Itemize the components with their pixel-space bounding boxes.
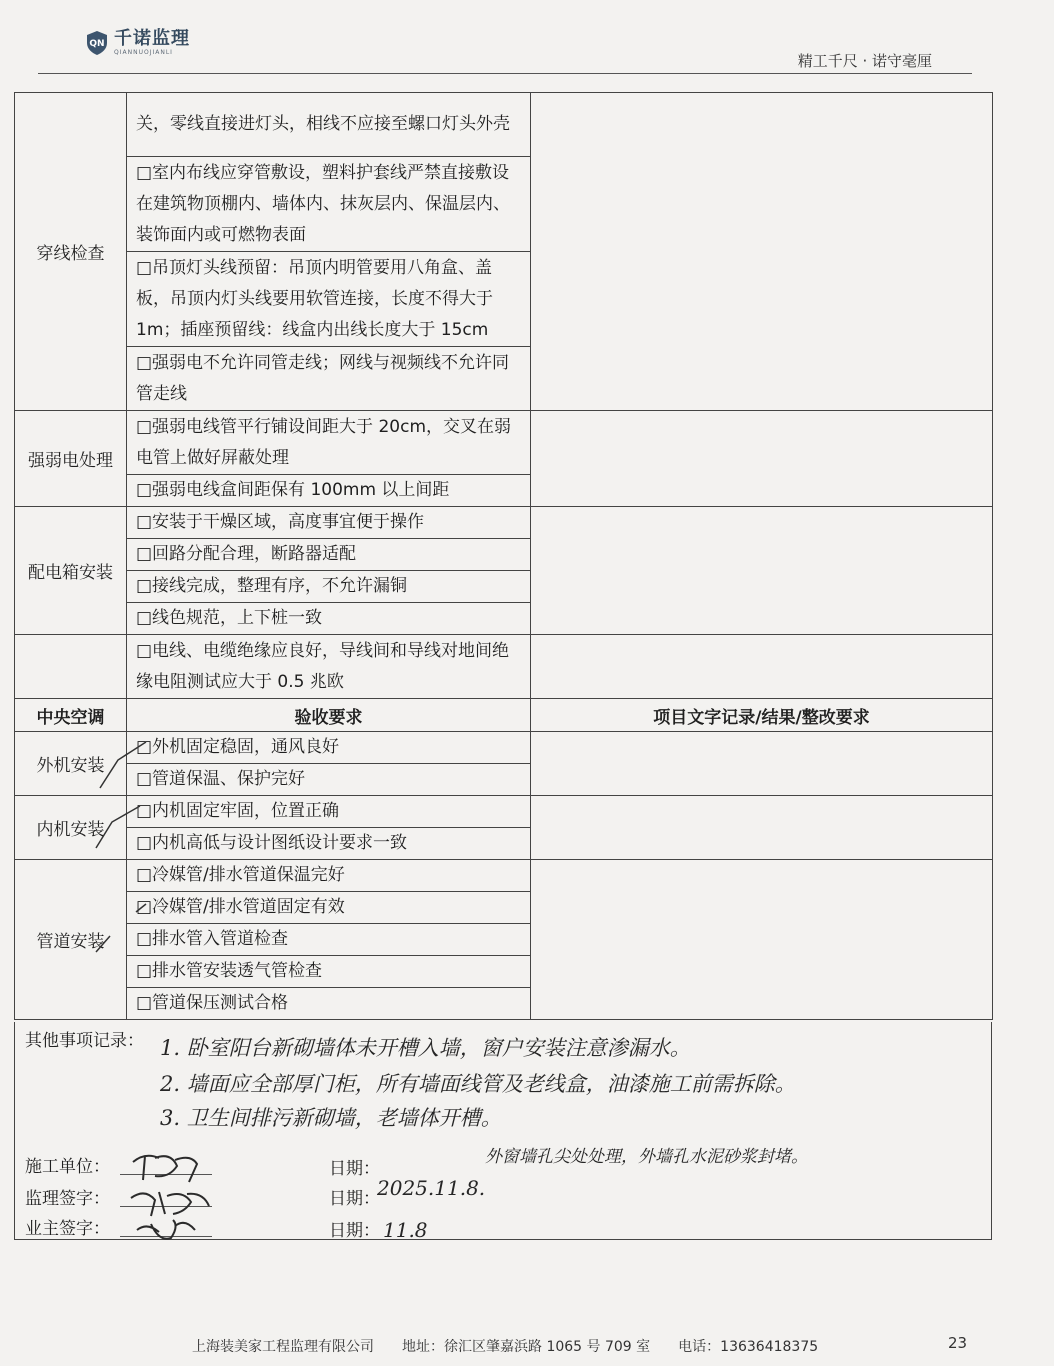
footer-address: 地址：徐汇区肇嘉浜路 1065 号 709 室 bbox=[402, 1339, 651, 1355]
requirement-cell: □接线完成，整理有序，不允许漏铜 bbox=[127, 571, 531, 603]
handwritten-date: 11.8 bbox=[383, 1218, 428, 1242]
record-cell[interactable] bbox=[531, 796, 993, 860]
signature-contractor bbox=[133, 1156, 197, 1182]
signature-supervisor bbox=[131, 1192, 209, 1216]
category-cell: 强弱电处理 bbox=[15, 411, 127, 507]
record-cell[interactable] bbox=[531, 507, 993, 635]
requirement-cell: □强弱电线盒间距保有 100mm 以上间距 bbox=[127, 475, 531, 507]
owner-label: 业主签字： bbox=[25, 1219, 110, 1239]
date-label: 日期： bbox=[329, 1159, 380, 1179]
table-row bbox=[15, 507, 993, 539]
record-cell[interactable] bbox=[531, 93, 993, 411]
requirement-cell: □吊顶灯头线预留：吊顶内明管要用八角盒、盖板，吊顶内灯头线要用软管连接，长度不得大于1m；插座预留线：线盒内出线长度大于 15cm bbox=[127, 252, 531, 347]
requirement-cell: □安装于干燥区域，高度事宜便于操作 bbox=[127, 507, 531, 539]
logo-pinyin: QIANNUOJIANLI bbox=[114, 49, 173, 56]
table-header-row bbox=[15, 699, 993, 732]
table-row bbox=[15, 411, 993, 475]
header-slogan: 精工千尺 · 诺守毫厘 bbox=[797, 52, 932, 70]
requirement-cell: □强弱电线管平行铺设间距大于 20cm，交叉在弱电管上做好屏蔽处理 bbox=[127, 411, 531, 475]
requirement-cell: □冷媒管/排水管道保温完好 bbox=[127, 860, 531, 892]
header-record: 项目文字记录/结果/整改要求 bbox=[531, 699, 993, 732]
header-divider bbox=[38, 73, 972, 74]
category-cell: 外机安装 bbox=[15, 732, 127, 796]
category-cell bbox=[15, 635, 127, 699]
requirement-cell: □管道保温、保护完好 bbox=[127, 764, 531, 796]
category-cell: 管道安装 bbox=[15, 860, 127, 1020]
table-row bbox=[15, 635, 993, 699]
record-cell[interactable] bbox=[531, 411, 993, 507]
handwritten-date: 2025.11.8. bbox=[377, 1176, 486, 1200]
shield-logo-icon bbox=[86, 30, 108, 56]
handwritten-note: 3. 卫生间排污新砌墙，老墙体开槽。 bbox=[160, 1106, 502, 1130]
logo-name: 千诺监理 bbox=[114, 28, 190, 49]
requirement-cell: □排水管入管道检查 bbox=[127, 924, 531, 956]
requirement-cell: □管道保压测试合格 bbox=[127, 988, 531, 1020]
footer-company: 上海装美家工程监理有限公司 bbox=[192, 1339, 374, 1355]
requirement-cell: 关，零线直接进灯头，相线不应接至螺口灯头外壳 bbox=[127, 93, 531, 157]
other-notes-section bbox=[14, 1022, 992, 1240]
other-notes-label: 其他事项记录： bbox=[25, 1031, 144, 1051]
handwritten-note: 2. 墙面应全部厚门柜，所有墙面线管及老线盒，油漆施工前需拆除。 bbox=[160, 1072, 796, 1096]
record-cell[interactable] bbox=[531, 860, 993, 1020]
requirement-cell: □线色规范，上下桩一致 bbox=[127, 603, 531, 635]
table-row bbox=[15, 93, 993, 157]
header-category: 中央空调 bbox=[15, 699, 127, 732]
requirement-cell: □内机高低与设计图纸设计要求一致 bbox=[127, 828, 531, 860]
requirement-cell: □强弱电不允许同管走线；网线与视频线不允许同管走线 bbox=[127, 347, 531, 411]
table-row bbox=[15, 796, 993, 828]
record-cell[interactable] bbox=[531, 732, 993, 796]
requirement-cell: □冷媒管/排水管道固定有效 bbox=[127, 892, 531, 924]
record-cell[interactable] bbox=[531, 635, 993, 699]
category-cell: 穿线检查 bbox=[15, 93, 127, 411]
handwritten-note: 外窗墙孔尖处处理，外墙孔水泥砂浆封堵。 bbox=[485, 1147, 808, 1167]
requirement-cell: □排水管安装透气管检查 bbox=[127, 956, 531, 988]
category-cell: 配电箱安装 bbox=[15, 507, 127, 635]
date-label: 日期： bbox=[329, 1189, 380, 1209]
category-cell: 内机安装 bbox=[15, 796, 127, 860]
company-logo bbox=[86, 30, 190, 56]
handwritten-note: 1. 卧室阳台新砌墙体未开槽入墙，窗户安装注意渗漏水。 bbox=[160, 1036, 691, 1060]
contractor-label: 施工单位： bbox=[25, 1157, 110, 1177]
header-requirement: 验收要求 bbox=[127, 699, 531, 732]
page-footer bbox=[192, 1336, 818, 1356]
handwritten-signatures bbox=[125, 1142, 225, 1242]
date-label: 日期： bbox=[329, 1221, 380, 1241]
requirement-cell: □室内布线应穿管敷设，塑料护套线严禁直接敷设在建筑物顶棚内、墙体内、抹灰层内、保温层内、装饰面内或可燃物表面 bbox=[127, 157, 531, 252]
requirement-cell: □外机固定稳固，通风良好 bbox=[127, 732, 531, 764]
requirement-cell: □电线、电缆绝缘应良好，导线间和导线对地间绝缘电阻测试应大于 0.5 兆欧 bbox=[127, 635, 531, 699]
requirement-cell: □内机固定牢固，位置正确 bbox=[127, 796, 531, 828]
table-row bbox=[15, 732, 993, 764]
footer-phone: 电话：13636418375 bbox=[678, 1339, 819, 1355]
svg-text:QN: QN bbox=[89, 39, 105, 49]
supervisor-label: 监理签字： bbox=[25, 1189, 110, 1209]
signature-owner bbox=[137, 1220, 195, 1239]
page-number: 23 bbox=[948, 1334, 968, 1352]
inspection-table bbox=[14, 92, 993, 1020]
table-row bbox=[15, 860, 993, 892]
requirement-cell: □回路分配合理，断路器适配 bbox=[127, 539, 531, 571]
